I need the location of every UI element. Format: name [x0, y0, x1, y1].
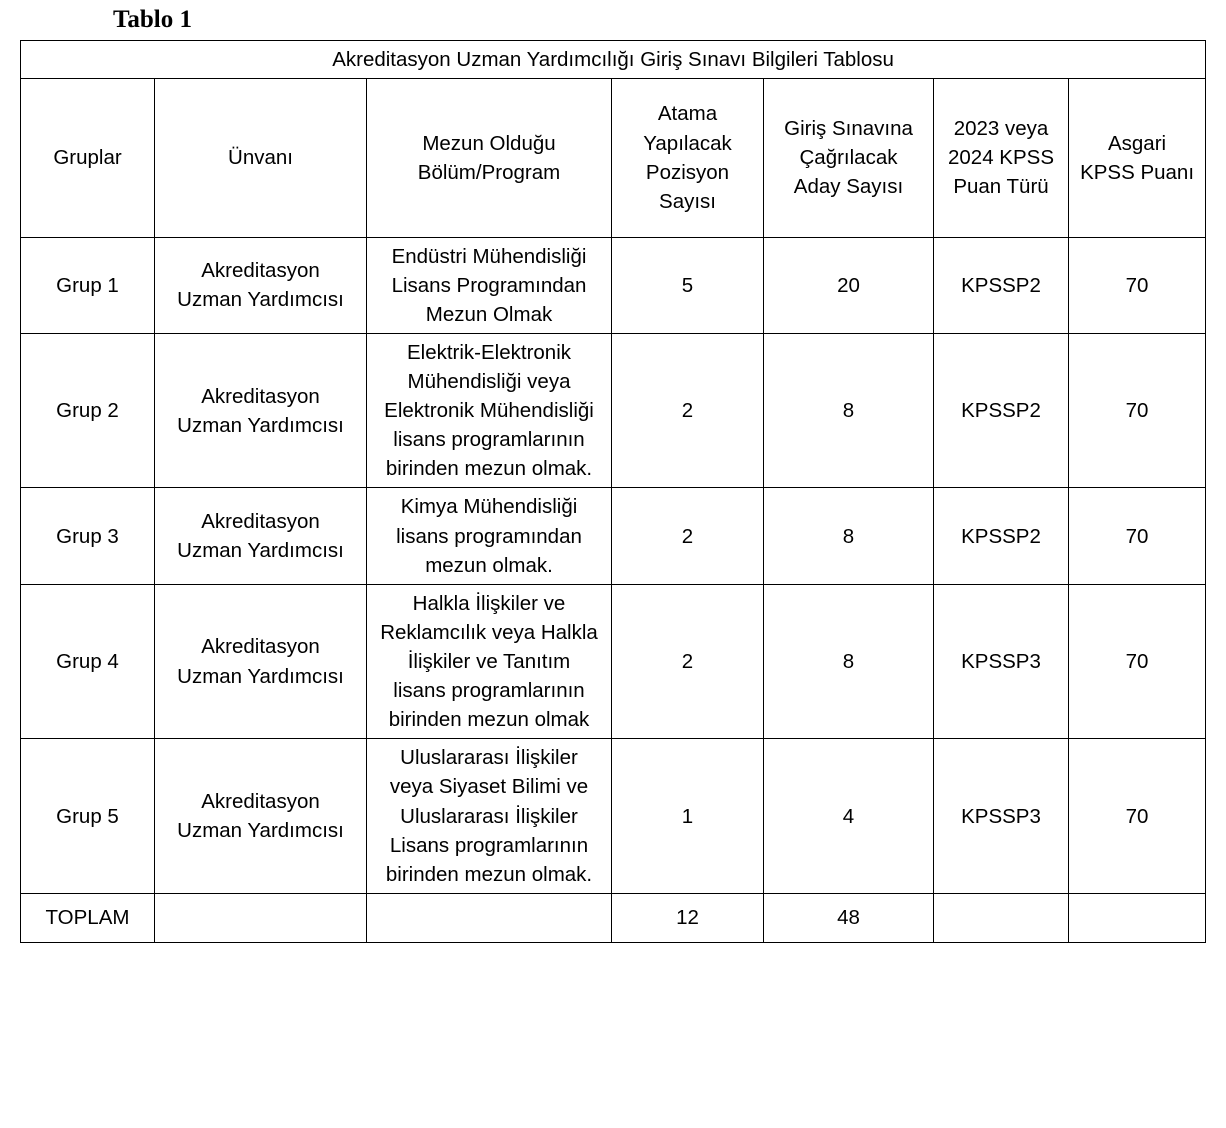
- header-score-type-line-2: 2024 KPSS: [948, 146, 1054, 170]
- cell-candidates: 8: [764, 584, 934, 739]
- header-program-line-2: Bölüm/Program: [417, 160, 561, 184]
- cell-program-line-3: Uluslararası İlişkiler: [400, 804, 578, 828]
- total-positions: 12: [612, 893, 764, 942]
- cell-min-score: 70: [1069, 488, 1206, 584]
- cell-program-line-5: birinden mezun olmak: [388, 708, 590, 732]
- cell-score-type: KPSSP3: [934, 584, 1069, 739]
- cell-min-score: 70: [1069, 739, 1206, 894]
- cell-program-line-3: mezun olmak.: [425, 553, 553, 577]
- cell-program-line-2: lisans programından: [396, 524, 582, 548]
- cell-program-line-2: Reklamcılık veya Halkla: [380, 620, 598, 644]
- cell-score-type: KPSSP3: [934, 739, 1069, 894]
- total-score-type: [934, 893, 1069, 942]
- cell-group: Grup 5: [21, 739, 155, 894]
- header-title: [155, 78, 367, 237]
- cell-program: [367, 584, 612, 739]
- cell-program-line-2: Lisans Programından: [391, 273, 587, 297]
- cell-program-line-3: İlişkiler ve Tanıtım: [407, 650, 571, 674]
- exam-info-table: [20, 40, 1206, 943]
- cell-title-line-2: Uzman Yardımcısı: [177, 288, 344, 312]
- header-min-score-line-1: Asgari: [1107, 131, 1167, 155]
- cell-positions: 5: [612, 237, 764, 333]
- header-program-line-1: Mezun Olduğu: [422, 131, 556, 155]
- cell-title: [155, 333, 367, 488]
- cell-min-score: 70: [1069, 237, 1206, 333]
- header-min-score: [1069, 78, 1206, 237]
- cell-program-line-4: lisans programlarının: [393, 428, 585, 452]
- header-min-score-line-2: KPSS Puanı: [1080, 160, 1195, 184]
- cell-program: [367, 237, 612, 333]
- cell-program-line-5: birinden mezun olmak.: [385, 457, 593, 481]
- cell-title-line-1: Akreditasyon: [201, 384, 320, 408]
- header-score-type-line-1: 2023 veya: [953, 116, 1049, 140]
- cell-score-type: KPSSP2: [934, 237, 1069, 333]
- total-program: [367, 893, 612, 942]
- table-title-row: [21, 40, 1206, 78]
- header-positions-line-1: Atama: [657, 102, 718, 126]
- table-total-row: [21, 893, 1206, 942]
- cell-group: Grup 2: [21, 333, 155, 488]
- table-row: [21, 739, 1206, 894]
- table-title: Akreditasyon Uzman Yardımcılığı Giriş Sınavı Bilgileri Tablosu: [21, 40, 1206, 78]
- cell-program-line-1: Elektrik-Elektronik: [406, 340, 572, 364]
- table-row: [21, 488, 1206, 584]
- header-groups: [21, 78, 155, 237]
- cell-group: Grup 1: [21, 237, 155, 333]
- cell-program-line-4: lisans programlarının: [393, 679, 585, 703]
- cell-score-type: KPSSP2: [934, 333, 1069, 488]
- table-caption: Tablo 1: [113, 6, 192, 33]
- cell-min-score: 70: [1069, 584, 1206, 739]
- cell-title-line-1: Akreditasyon: [201, 510, 320, 534]
- cell-program-line-5: birinden mezun olmak.: [385, 862, 593, 886]
- cell-title: [155, 739, 367, 894]
- cell-candidates: 20: [764, 237, 934, 333]
- cell-program-line-1: Kimya Mühendisliği: [400, 495, 578, 519]
- cell-program-line-1: Endüstri Mühendisliği: [391, 244, 587, 268]
- cell-program-line-1: Uluslararası İlişkiler: [400, 746, 578, 770]
- header-candidates: [764, 78, 934, 237]
- cell-title-line-1: Akreditasyon: [201, 790, 320, 814]
- cell-title-line-2: Uzman Yardımcısı: [177, 539, 344, 563]
- table-row: [21, 237, 1206, 333]
- cell-program-line-3: Mezun Olmak: [425, 302, 553, 326]
- total-min-score: [1069, 893, 1206, 942]
- header-candidates-line-2: Çağrılacak: [799, 146, 898, 170]
- header-positions: [612, 78, 764, 237]
- header-score-type-line-3: Puan Türü: [953, 175, 1049, 199]
- cell-program: [367, 739, 612, 894]
- cell-title-line-1: Akreditasyon: [201, 259, 320, 283]
- cell-positions: 2: [612, 333, 764, 488]
- header-positions-line-2: Yapılacak: [643, 131, 732, 155]
- header-positions-line-4: Sayısı: [659, 189, 716, 213]
- total-title: [155, 893, 367, 942]
- cell-candidates: 8: [764, 333, 934, 488]
- table-header-row: [21, 78, 1206, 237]
- table-row: [21, 584, 1206, 739]
- cell-program: [367, 333, 612, 488]
- cell-group: Grup 3: [21, 488, 155, 584]
- header-program: [367, 78, 612, 237]
- header-score-type: [934, 78, 1069, 237]
- cell-program-line-4: Lisans programlarının: [389, 833, 589, 857]
- cell-positions: 2: [612, 584, 764, 739]
- cell-score-type: KPSSP2: [934, 488, 1069, 584]
- header-positions-line-3: Pozisyon: [645, 160, 730, 184]
- header-candidates-line-3: Aday Sayısı: [793, 175, 904, 199]
- cell-program-line-2: Mühendisliği veya: [407, 370, 571, 394]
- cell-title-line-1: Akreditasyon: [201, 635, 320, 659]
- total-label: TOPLAM: [21, 893, 155, 942]
- cell-program-line-1: Halkla İlişkiler ve: [412, 591, 566, 615]
- cell-title: [155, 488, 367, 584]
- header-candidates-line-1: Giriş Sınavına: [784, 116, 913, 140]
- cell-min-score: 70: [1069, 333, 1206, 488]
- cell-group: Grup 4: [21, 584, 155, 739]
- cell-program-line-3: Elektronik Mühendisliği: [384, 399, 594, 423]
- cell-candidates: 4: [764, 739, 934, 894]
- header-title-line-1: Ünvanı: [228, 146, 293, 170]
- cell-title: [155, 237, 367, 333]
- cell-positions: 2: [612, 488, 764, 584]
- cell-title-line-2: Uzman Yardımcısı: [177, 413, 344, 437]
- header-groups-line-1: Gruplar: [53, 146, 122, 170]
- cell-title-line-2: Uzman Yardımcısı: [177, 664, 344, 688]
- cell-program: [367, 488, 612, 584]
- cell-title: [155, 584, 367, 739]
- cell-program-line-2: veya Siyaset Bilimi ve: [389, 775, 589, 799]
- table-row: [21, 333, 1206, 488]
- cell-title-line-2: Uzman Yardımcısı: [177, 819, 344, 843]
- cell-positions: 1: [612, 739, 764, 894]
- cell-candidates: 8: [764, 488, 934, 584]
- total-candidates: 48: [764, 893, 934, 942]
